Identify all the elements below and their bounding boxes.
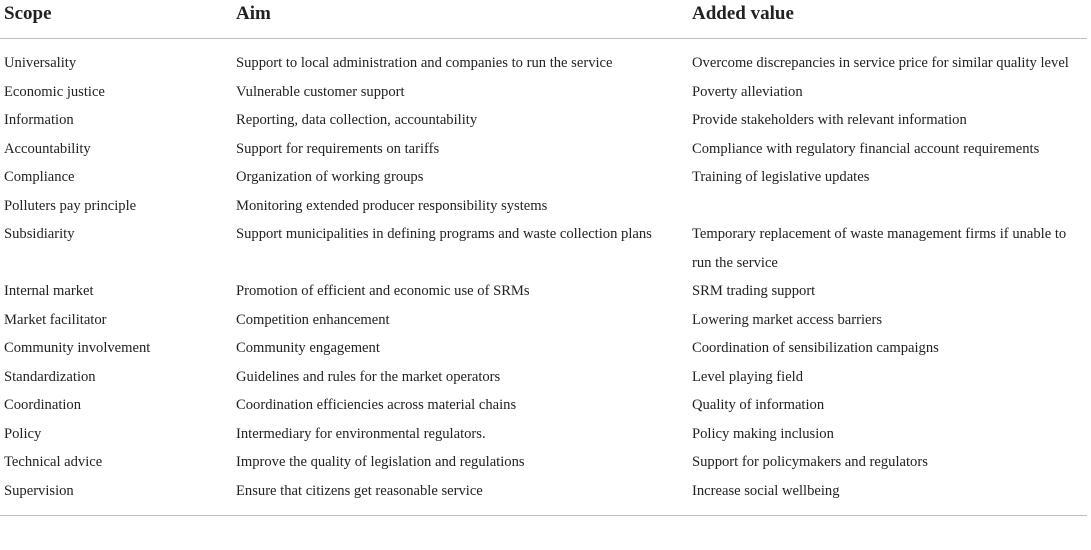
aim-cell: Monitoring extended producer responsibility systems: [236, 197, 548, 214]
table-row: [0, 135, 1087, 164]
aim-cell: Reporting, data collection, accountability: [236, 112, 478, 128]
scope-cell: Community involvement: [4, 340, 151, 356]
aim-cell: Support to local administration and companies to run the service: [236, 55, 613, 71]
aim-cell: Guidelines and rules for the market operators: [236, 368, 501, 385]
table-header: [0, 0, 1087, 39]
added-value-cell: Level playing field: [692, 368, 804, 385]
table-row: [0, 306, 1087, 335]
aim-cell: Intermediary for environmental regulators.: [236, 425, 486, 442]
scope-cell: Market facilitator: [4, 311, 107, 328]
added-value-cell: Support for policymakers and regulators: [692, 454, 928, 470]
scope-cell: Coordination: [4, 397, 82, 413]
scope-cell: Polluters pay principle: [4, 197, 137, 214]
header-added-value: Added value: [688, 0, 1087, 39]
aim-cell: Organization of working groups: [236, 169, 424, 185]
aim-cell: Ensure that citizens get reasonable service: [232, 477, 688, 516]
aim-cell: Improve the quality of legislation and regulations: [236, 454, 525, 470]
aim-cell: Support for requirements on tariffs: [236, 140, 440, 157]
aim-cell: Support municipalities in defining programs and waste collection plans: [236, 226, 652, 242]
header-aim: Aim: [232, 0, 688, 39]
table-row: [0, 334, 1087, 363]
table-row: [0, 477, 1087, 516]
table-row: [0, 106, 1087, 135]
header-scope: Scope: [0, 0, 232, 39]
added-value-cell: Overcome discrepancies in service price for similar quality level: [692, 55, 1069, 71]
table-body: [0, 39, 1087, 516]
added-value-cell: SRM trading support: [692, 283, 816, 299]
scope-cell: Standardization: [4, 368, 96, 385]
added-value-cell: Compliance with regulatory financial account requirements: [692, 140, 1040, 157]
scope-cell: Information: [4, 112, 74, 128]
scope-cell: Economic justice: [4, 83, 105, 100]
aim-cell: Community engagement: [236, 340, 380, 356]
added-value-cell: Provide stakeholders with relevant information: [692, 112, 967, 128]
added-value-cell: Policy making inclusion: [692, 425, 834, 442]
scope-cell: Universality: [4, 55, 77, 71]
scope-cell: Subsidiarity: [4, 226, 75, 242]
aim-cell: Coordination efficiencies across material chains: [236, 397, 517, 413]
table-row: [0, 78, 1087, 107]
scope-cell: Supervision: [0, 477, 232, 516]
aim-cell: Competition enhancement: [236, 311, 390, 328]
table-row: [0, 163, 1087, 192]
added-value-cell: Temporary replacement of waste management firms if unable to run the service: [692, 226, 1067, 271]
added-value-cell: Poverty alleviation: [692, 83, 803, 100]
table-row: [0, 220, 1087, 277]
table-row: [0, 277, 1087, 306]
scope-cell: Technical advice: [4, 454, 103, 470]
scope-cell: Accountability: [4, 140, 91, 157]
scope-cell: Internal market: [4, 283, 94, 299]
scope-cell: Policy: [4, 425, 42, 442]
table-row: [0, 420, 1087, 449]
header-row: [0, 0, 1087, 39]
scope-cell: Compliance: [4, 169, 75, 185]
table-row: [0, 448, 1087, 477]
added-value-cell: Training of legislative updates: [692, 169, 870, 185]
aim-cell: Promotion of efficient and economic use of SRMs: [236, 283, 530, 299]
added-value-cell: Lowering market access barriers: [692, 311, 883, 328]
aim-cell: Vulnerable customer support: [236, 83, 405, 100]
added-value-cell: Quality of information: [692, 397, 825, 413]
table-row: [0, 192, 1087, 221]
added-value-cell: Coordination of sensibilization campaigns: [692, 340, 939, 356]
table-row: [0, 363, 1087, 392]
table-row: [0, 391, 1087, 420]
table-row: [0, 39, 1087, 78]
added-value-cell: [688, 192, 1087, 221]
added-value-cell: Increase social wellbeing: [688, 477, 1087, 516]
